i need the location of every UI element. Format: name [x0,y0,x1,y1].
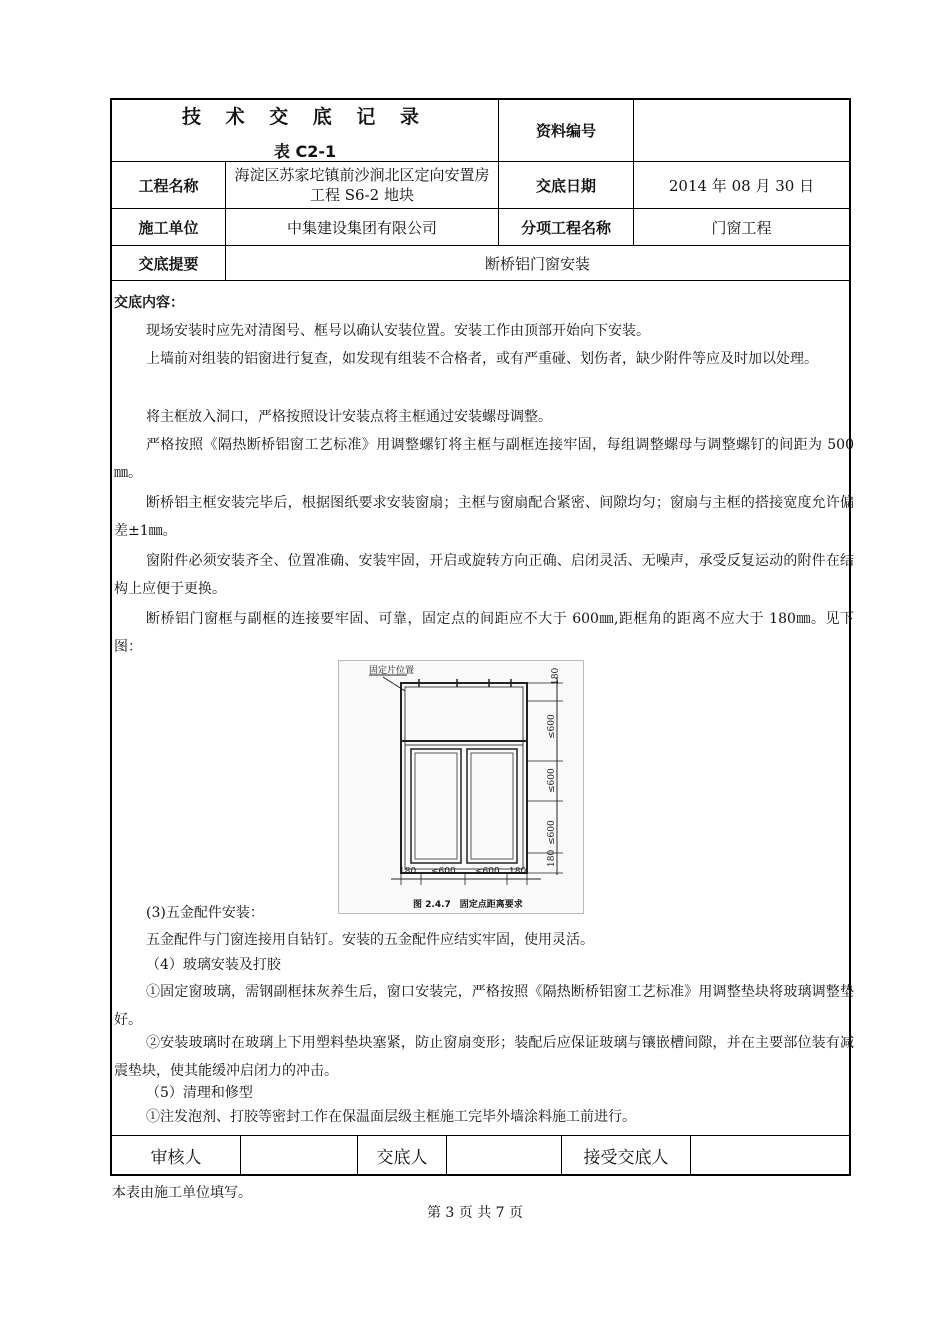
table-border-bottom [110,1174,851,1176]
dim-label: 180 [551,667,561,685]
page-number: 第 3 页 共 7 页 [426,1205,524,1221]
subproject-label: 分项工程名称 [520,218,611,237]
content-paragraph: 将主框放入洞口，严格按照设计安装点将主框通过安装螺母调整。 [146,409,552,425]
presenter-field[interactable] [447,1136,561,1174]
date-label: 交底日期 [535,176,596,195]
content-heading: 交底内容： [114,295,184,311]
project-name-value: 海淀区苏家坨镇前沙涧北区定向安置房工程 S6-2 地块 [234,166,490,204]
dim-label: 180 [547,849,557,867]
section-title: （5）清理和修型 [146,1085,253,1101]
section-title: （4）玻璃安装及打胶 [146,957,281,973]
dim-label: 180 [509,867,527,877]
fixing-label: 固定片位置 [369,666,415,676]
footer-note: 本表由施工单位填写。 [112,1185,252,1201]
ziliao-value[interactable] [634,100,849,161]
section-title: (3)五金配件安装： [146,905,264,921]
dim-label: ≤600 [547,714,557,739]
form-subtitle: 表 C2-1 [273,141,337,161]
summary-label: 交底提要 [138,254,199,273]
content-paragraph: 上墙前对组装的铝窗进行复查，如发现有组装不合格者，或有严重碰、划伤者，缺少附件等应及时加以处理。 [146,351,818,367]
date-value: 2014 年 08 月 30 日 [668,176,815,195]
content-paragraph: 断桥铝主框安装完毕后，根据图纸要求安装窗扇；主框与窗扇配合紧密、间隙均匀；窗扇与主框的搭接宽度允许偏差±1㎜。 [114,495,854,539]
content-paragraph: 断桥铝门窗框与副框的连接要牢固、可靠，固定点的间距应不大于 600㎜,距框角的距离不应大于 180㎜。见下图： [114,611,854,655]
figure-caption: 图 2.4.7 固定点距离要求 [413,900,523,910]
unit-value: 中集建设集团有限公司 [286,218,437,237]
content-paragraph: ②安装玻璃时在玻璃上下用塑料垫块塞紧，防止窗扇变形；装配后应保证玻璃与镶嵌槽间隙，并在主要部位装有减震垫块，使其能缓冲启闭力的冲击。 [114,1035,854,1079]
content-paragraph: 五金配件与门窗连接用自钻钉。安装的五金配件应结实牢固，使用灵活。 [146,932,594,948]
content-paragraph: ①注发泡剂、打胶等密封工作在保温面层级主框施工完毕外墙涂料施工前进行。 [146,1109,636,1125]
content-paragraph: ①固定窗玻璃，需钢副框抹灰养生后，窗口安装完，严格按照《隔热断桥铝窗工艺标准》用调整垫块将玻璃调整垫好。 [114,984,854,1028]
summary-value: 断桥铝门窗安装 [484,254,590,273]
form-title: 技 术 交 底 记 录 [181,105,429,128]
project-name-label: 工程名称 [138,176,199,195]
presenter-label: 交底人 [376,1147,428,1168]
dim-label: ≤600 [547,768,557,793]
content-paragraph: 现场安装时应先对清图号、框号以确认安装位置。安装工作由顶部开始向下安装。 [146,323,650,339]
subproject-value: 门窗工程 [711,218,772,237]
reviewer-label: 审核人 [150,1147,202,1168]
ziliao-label: 资料编号 [535,122,596,140]
reviewer-field[interactable] [241,1136,357,1174]
dim-label: 180 [399,867,417,877]
receiver-field[interactable] [691,1136,849,1174]
unit-label: 施工单位 [138,218,199,237]
content-paragraph: 窗附件必须安装齐全、位置准确、安装牢固，开启或旋转方向正确、启闭灵活、无噪声，承受反复运动的附件在结构上应便于更换。 [114,553,854,597]
content-paragraph: 严格按照《隔热断桥铝窗工艺标准》用调整螺钉将主框与副框连接牢固，每组调整螺母与调整螺钉的间距为 500㎜。 [114,437,854,481]
dim-label: ≤600 [547,820,557,845]
row-line [110,280,851,281]
dim-label: ≤600 [475,867,500,877]
fixing-point-figure [338,660,584,914]
dim-label: ≤600 [431,867,456,877]
receiver-label: 接受交底人 [583,1147,669,1168]
